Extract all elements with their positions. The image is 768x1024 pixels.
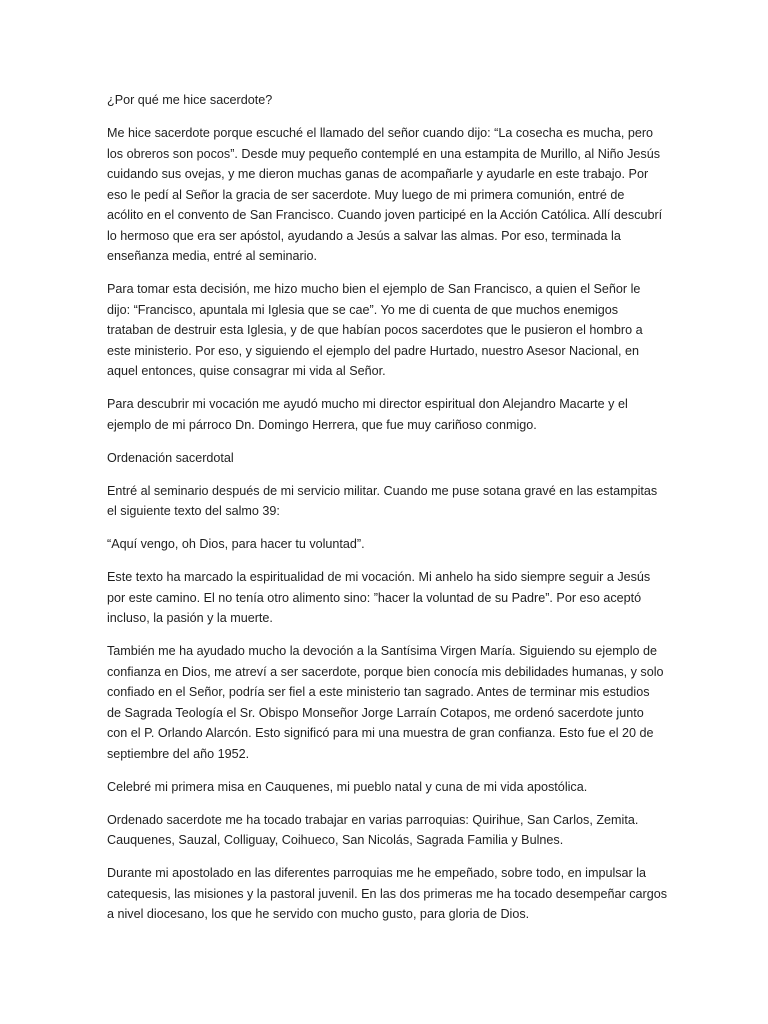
title-line: ¿Por qué me hice sacerdote? <box>107 93 273 107</box>
document-page <box>107 90 668 937</box>
paragraph-line: catequesis, las misiones y la pastoral juvenil. En las dos primeras me ha tocado desempeñar cargos <box>107 886 668 901</box>
paragraph-line: Durante mi apostolado en las diferentes parroquias me he empeñado, sobre todo, en impulsar la <box>107 866 647 880</box>
paragraph-line: por este camino. El no tenía otro alimento sino: ”hacer la voluntad de su Padre”. Por eso aceptó <box>107 590 642 605</box>
heading-line: Ordenación sacerdotal <box>107 450 234 465</box>
paragraph-8 <box>107 810 663 851</box>
paragraph-4 <box>107 481 663 522</box>
paragraph-line: Celebré mi primera misa en Cauquenes, mi pueblo natal y cuna de mi vida apostólica. <box>107 779 588 794</box>
paragraph-line: Este texto ha marcado la espiritualidad de mi vocación. Mi anhelo ha sido siempre seguir a Jesús <box>107 570 651 584</box>
paragraph-line: eso le pedí al Señor la gracia de ser sacerdote. Muy luego de mi primera comunión, entré de <box>107 187 625 202</box>
paragraph-line: aquel entonces, quise consagrar mi vida al Señor. <box>107 364 386 378</box>
paragraph-line: enseñanza media, entré al seminario. <box>107 249 318 263</box>
paragraph-line: confianza en Dios, me atreví a ser sacerdote, porque bien conocía mis debilidades humanas, y solo <box>107 664 664 679</box>
paragraph-6 <box>107 641 663 764</box>
paragraph-line: incluso, la pasión y la muerte. <box>107 611 273 625</box>
paragraph-9 <box>107 863 668 925</box>
document-title <box>107 90 663 111</box>
paragraph-line: Ordenado sacerdote me ha tocado trabajar en varias parroquias: Quirihue, San Carlos, Zemita. <box>107 812 639 827</box>
paragraph-line: de Sagrada Teología el Sr. Obispo Monseñor Jorge Larraín Cotapos, me ordenó sacerdote junto <box>107 705 644 720</box>
paragraph-7 <box>107 777 663 798</box>
paragraph-line: el siguiente texto del salmo 39: <box>107 504 280 518</box>
paragraph-3 <box>107 394 663 435</box>
paragraph-line: dijo: “Francisco, apuntala mi Iglesia que se cae”. Yo me di cuenta de que muchos enemigos <box>107 302 619 317</box>
paragraph-line: Para descubrir mi vocación me ayudó mucho mi director espiritual don Alejandro Macarte y el <box>107 397 628 411</box>
paragraph-line: con el P. Orlando Alarcón. Esto significó para mi una muestra de gran confianza. Esto fue el 20 de <box>107 726 654 740</box>
paragraph-line: confiado en el Señor, podría ser fiel a este ministerio tan sagrado. Antes de terminar mis estudios <box>107 685 650 699</box>
paragraph-line: acólito en el convento de San Francisco. Cuando joven participé en la Acción Católica. Allí descubrí <box>107 208 663 222</box>
paragraph-line: a nivel diocesano, los que he servido con mucho gusto, para gloria de Dios. <box>107 907 530 921</box>
quote-line: “Aquí vengo, oh Dios, para hacer tu voluntad”. <box>107 537 365 551</box>
paragraph-line: los obreros son pocos”. Desde muy pequeño contemplé en una estampita de Murillo, al Niño Jesús <box>107 146 661 161</box>
section-heading <box>107 448 663 469</box>
paragraph-1 <box>107 123 663 267</box>
paragraph-line: cuidando sus ovejas, y me dieron muchas ganas de acompañarle y ayudarle en este trabajo. Por <box>107 167 649 181</box>
paragraph-line: Cauquenes, Sauzal, Colliguay, Coihueco, San Nicolás, Sagrada Familia y Bulnes. <box>107 833 564 847</box>
paragraph-line: trataban de destruir esta Iglesia, y de que habían pocos sacerdotes que le pusieron el hombro a <box>107 323 643 337</box>
paragraph-5 <box>107 567 663 629</box>
paragraph-line: septiembre del año 1952. <box>107 746 250 761</box>
paragraph-line: lo hermoso que era ser apóstol, ayudando a Jesús a salvar las almas. Por eso, terminada la <box>107 228 621 243</box>
paragraph-line: Entré al seminario después de mi servicio militar. Cuando me puse sotana gravé en las estampitas <box>107 483 658 498</box>
paragraph-line: También me ha ayudado mucho la devoción a la Santísima Virgen María. Siguiendo su ejemplo de <box>107 644 658 658</box>
paragraph-line: Para tomar esta decisión, me hizo mucho bien el ejemplo de San Francisco, a quien el Señor le <box>107 282 641 296</box>
paragraph-line: ejemplo de mi párroco Dn. Domingo Herrera, que fue muy cariñoso conmigo. <box>107 417 537 432</box>
paragraph-line: Me hice sacerdote porque escuché el llamado del señor cuando dijo: “La cosecha es mucha, pero <box>107 126 654 140</box>
paragraph-2 <box>107 279 663 382</box>
psalm-quote <box>107 534 663 555</box>
paragraph-line: este ministerio. Por eso, y siguiendo el ejemplo del padre Hurtado, nuestro Asesor Nacional, en <box>107 343 640 358</box>
